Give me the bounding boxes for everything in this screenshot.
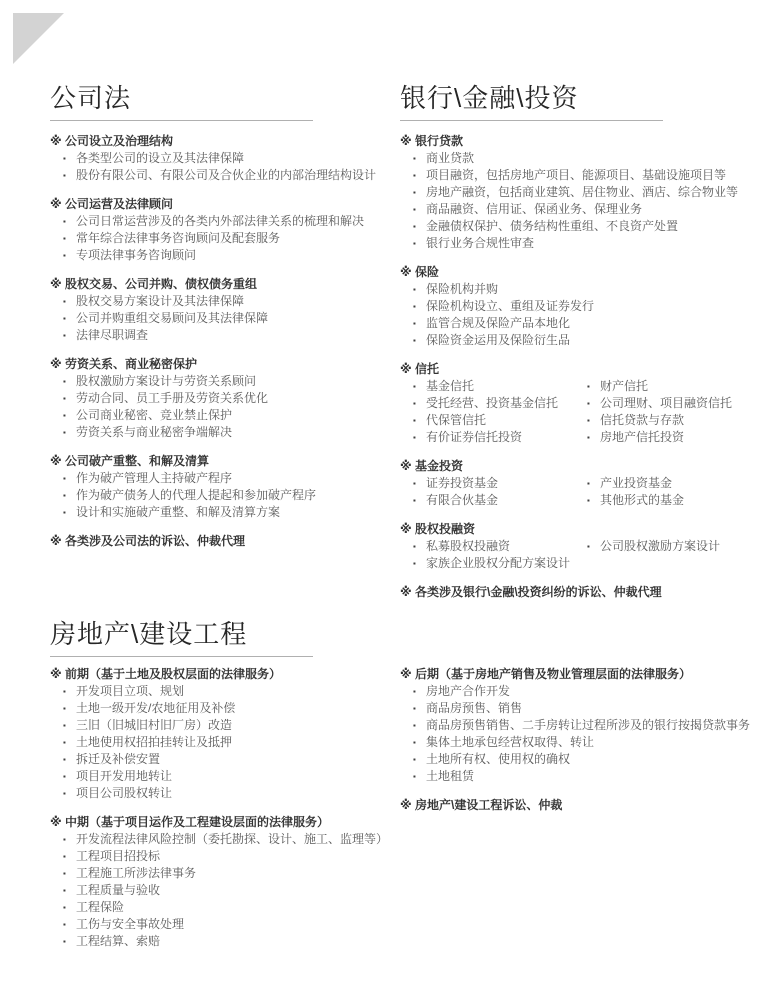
service-item-label: 保险机构并购 — [426, 282, 499, 296]
group-heading — [50, 276, 392, 293]
service-item — [63, 751, 402, 768]
service-item — [63, 373, 392, 390]
practice-group — [50, 276, 392, 344]
service-item — [63, 407, 392, 424]
group-heading-label: 公司设立及治理结构 — [65, 134, 174, 148]
practice-group — [400, 584, 740, 601]
practice-group — [400, 521, 740, 572]
group-heading-label: 各类涉及公司法的诉讼、仲裁代理 — [65, 534, 246, 548]
group-heading — [50, 533, 392, 550]
group-heading — [50, 133, 392, 150]
service-item-label: 私募股权投融资 — [426, 539, 511, 553]
service-item-label: 工程结算、索赔 — [76, 934, 161, 948]
reference-mark-icon: ※ — [50, 357, 62, 371]
service-item-label: 常年综合法律事务咨询顾问及配套服务 — [76, 231, 281, 245]
square-bullet-icon: ▪ — [587, 382, 590, 391]
square-bullet-icon: ▪ — [63, 920, 66, 929]
square-bullet-icon: ▪ — [413, 205, 416, 214]
square-bullet-icon: ▪ — [63, 314, 66, 323]
service-item-label: 保险资金运用及保险衍生品 — [426, 333, 571, 347]
practice-group — [400, 797, 750, 814]
service-item-list — [400, 475, 574, 509]
service-item-label: 土地所有权、使用权的确权 — [426, 752, 571, 766]
service-item — [413, 184, 740, 201]
square-bullet-icon: ▪ — [413, 416, 416, 425]
two-column-items — [400, 475, 740, 509]
group-heading — [400, 264, 740, 281]
service-item — [63, 213, 392, 230]
practice-group — [400, 458, 740, 509]
service-item — [587, 395, 740, 412]
service-item-label: 拆迁及补偿安置 — [76, 752, 161, 766]
service-item-label: 各类型公司的设立及其法律保障 — [76, 151, 245, 165]
service-item-label: 作为破产管理人主持破产程序 — [76, 471, 233, 485]
reference-mark-icon: ※ — [400, 265, 412, 279]
square-bullet-icon: ▪ — [413, 704, 416, 713]
square-bullet-icon: ▪ — [63, 852, 66, 861]
reference-mark-icon: ※ — [400, 134, 412, 148]
service-item — [413, 717, 750, 734]
service-item-label: 代保管信托 — [426, 413, 487, 427]
square-bullet-icon: ▪ — [413, 302, 416, 311]
service-item-label: 商品房预售、销售 — [426, 701, 523, 715]
square-bullet-icon: ▪ — [63, 835, 66, 844]
group-heading — [50, 453, 392, 470]
square-bullet-icon: ▪ — [63, 491, 66, 500]
section-title: 银行\金融\投资 — [400, 84, 663, 121]
service-item — [413, 395, 574, 412]
practice-group — [400, 133, 740, 252]
service-item-label: 公司商业秘密、竞业禁止保护 — [76, 408, 233, 422]
practice-group — [400, 264, 740, 349]
service-item-label: 作为破产债务人的代理人提起和参加破产程序 — [76, 488, 317, 502]
service-item-list — [574, 538, 740, 572]
two-column-items — [400, 378, 740, 446]
square-bullet-icon: ▪ — [413, 559, 416, 568]
service-item — [413, 555, 574, 572]
square-bullet-icon: ▪ — [63, 755, 66, 764]
service-item — [413, 167, 740, 184]
square-bullet-icon: ▪ — [63, 234, 66, 243]
service-item-label: 商品融资、信用证、保函业务、保理业务 — [426, 202, 643, 216]
reference-mark-icon: ※ — [400, 585, 412, 599]
service-item — [413, 315, 740, 332]
service-item — [63, 230, 392, 247]
service-item-label: 股权交易方案设计及其法律保障 — [76, 294, 245, 308]
service-item-label: 设计和实施破产重整、和解及清算方案 — [76, 505, 281, 519]
service-item-list — [50, 470, 392, 521]
square-bullet-icon: ▪ — [413, 542, 416, 551]
group-heading — [50, 196, 392, 213]
service-item — [63, 167, 392, 184]
service-item — [413, 734, 750, 751]
service-item — [63, 683, 402, 700]
square-bullet-icon: ▪ — [63, 251, 66, 260]
square-bullet-icon: ▪ — [413, 319, 416, 328]
two-column-items — [400, 538, 740, 572]
service-item — [63, 504, 392, 521]
square-bullet-icon: ▪ — [63, 937, 66, 946]
service-item — [413, 150, 740, 167]
service-item — [413, 475, 574, 492]
service-item-list — [50, 293, 392, 344]
square-bullet-icon: ▪ — [587, 479, 590, 488]
square-bullet-icon: ▪ — [63, 474, 66, 483]
square-bullet-icon: ▪ — [587, 416, 590, 425]
service-item — [587, 492, 740, 509]
reference-mark-icon: ※ — [400, 667, 412, 681]
group-heading-label: 中期（基于项目运作及工程建设层面的法律服务） — [65, 815, 330, 829]
square-bullet-icon: ▪ — [63, 411, 66, 420]
service-item-label: 受托经营、投资基金信托 — [426, 396, 559, 410]
service-item-list — [50, 831, 402, 950]
square-bullet-icon: ▪ — [63, 772, 66, 781]
service-item-label: 法律尽职调查 — [76, 328, 149, 342]
service-item-label: 房地产合作开发 — [426, 684, 511, 698]
reference-mark-icon: ※ — [50, 534, 62, 548]
square-bullet-icon: ▪ — [413, 687, 416, 696]
square-bullet-icon: ▪ — [63, 217, 66, 226]
square-bullet-icon: ▪ — [63, 394, 66, 403]
section-real-estate-right-column — [400, 666, 750, 814]
group-heading-label: 公司破产重整、和解及清算 — [65, 454, 210, 468]
service-item — [63, 848, 402, 865]
service-item-label: 银行业务合规性审查 — [426, 236, 535, 250]
section-real-estate-construction-title — [50, 620, 390, 669]
service-item-label: 金融债权保护、债务结构性重组、不良资产处置 — [426, 219, 679, 233]
section-title: 房地产\建设工程 — [50, 620, 313, 657]
square-bullet-icon: ▪ — [63, 704, 66, 713]
group-heading — [400, 133, 740, 150]
service-item-list — [400, 150, 740, 252]
service-item-label: 项目公司股权转让 — [76, 786, 173, 800]
service-item — [413, 768, 750, 785]
group-heading — [400, 584, 740, 601]
service-item-label: 开发项目立项、规划 — [76, 684, 185, 698]
service-item-label: 工程保险 — [76, 900, 125, 914]
square-bullet-icon: ▪ — [413, 399, 416, 408]
service-item-label: 项目融资，包括房地产项目、能源项目、基础设施项目等 — [426, 168, 727, 182]
service-item-list — [574, 475, 740, 509]
service-item — [63, 470, 392, 487]
service-item-label: 专项法律事务咨询顾问 — [76, 248, 197, 262]
square-bullet-icon: ▪ — [587, 399, 590, 408]
service-item — [63, 390, 392, 407]
service-item-label: 公司股权激励方案设计 — [600, 539, 721, 553]
service-item — [63, 899, 402, 916]
group-heading-label: 房地产\建设工程诉讼、仲裁 — [415, 798, 563, 812]
service-item — [413, 492, 574, 509]
group-heading — [50, 814, 402, 831]
square-bullet-icon: ▪ — [63, 738, 66, 747]
service-item-label: 财产信托 — [600, 379, 649, 393]
section-real-estate-left-column — [50, 666, 402, 950]
reference-mark-icon: ※ — [50, 197, 62, 211]
reference-mark-icon: ※ — [50, 134, 62, 148]
square-bullet-icon: ▪ — [63, 508, 66, 517]
service-item-list — [50, 373, 392, 441]
group-heading — [400, 666, 750, 683]
service-item — [63, 293, 392, 310]
service-item — [587, 429, 740, 446]
square-bullet-icon: ▪ — [413, 721, 416, 730]
square-bullet-icon: ▪ — [63, 789, 66, 798]
reference-mark-icon: ※ — [50, 667, 62, 681]
reference-mark-icon: ※ — [400, 522, 412, 536]
group-heading-label: 股权投融资 — [415, 522, 476, 536]
practice-group — [50, 453, 392, 521]
group-heading-label: 公司运营及法律顾问 — [65, 197, 174, 211]
square-bullet-icon: ▪ — [587, 496, 590, 505]
group-heading — [400, 361, 740, 378]
reference-mark-icon: ※ — [400, 798, 412, 812]
square-bullet-icon: ▪ — [63, 171, 66, 180]
service-item — [63, 424, 392, 441]
service-item-label: 土地使用权招拍挂转让及抵押 — [76, 735, 233, 749]
service-item — [413, 683, 750, 700]
service-item — [63, 487, 392, 504]
service-item-label: 基金信托 — [426, 379, 475, 393]
square-bullet-icon: ▪ — [63, 154, 66, 163]
reference-mark-icon: ※ — [50, 815, 62, 829]
service-item — [587, 412, 740, 429]
practice-group — [50, 814, 402, 950]
service-item — [63, 916, 402, 933]
square-bullet-icon: ▪ — [413, 772, 416, 781]
group-heading — [400, 458, 740, 475]
group-heading-label: 信托 — [415, 362, 440, 376]
section-banking-finance-investment — [400, 84, 740, 601]
square-bullet-icon: ▪ — [413, 285, 416, 294]
service-item-label: 公司并购重组交易顾问及其法律保障 — [76, 311, 269, 325]
practice-group — [50, 533, 392, 550]
service-item — [413, 298, 740, 315]
service-item — [413, 218, 740, 235]
group-heading — [50, 666, 402, 683]
square-bullet-icon: ▪ — [413, 222, 416, 231]
service-item-label: 工程质量与验收 — [76, 883, 161, 897]
practice-group — [50, 133, 392, 184]
service-item — [413, 429, 574, 446]
square-bullet-icon: ▪ — [587, 542, 590, 551]
group-heading-label: 后期（基于房地产销售及物业管理层面的法律服务） — [415, 667, 692, 681]
service-item-label: 公司日常运营涉及的各类内外部法律关系的梳理和解决 — [76, 214, 365, 228]
service-item — [63, 768, 402, 785]
service-item-label: 房地产信托投资 — [600, 430, 685, 444]
service-item-label: 劳动合同、员工手册及劳资关系优化 — [76, 391, 269, 405]
service-item — [587, 475, 740, 492]
section-company-law — [50, 84, 392, 550]
square-bullet-icon: ▪ — [413, 188, 416, 197]
service-item — [63, 831, 402, 848]
service-item-label: 集体土地承包经营权取得、转让 — [426, 735, 595, 749]
service-item — [413, 538, 574, 555]
group-heading — [400, 521, 740, 538]
service-item — [413, 332, 740, 349]
group-heading — [400, 797, 750, 814]
group-heading-label: 劳资关系、商业秘密保护 — [65, 357, 198, 371]
service-item — [63, 734, 402, 751]
group-heading-label: 各类涉及银行\金融\投资纠纷的诉讼、仲裁代理 — [415, 585, 662, 599]
practice-group — [50, 666, 402, 802]
square-bullet-icon: ▪ — [63, 903, 66, 912]
service-item-label: 房地产融资，包括商业建筑、居住物业、酒店、综合物业等 — [426, 185, 739, 199]
service-item — [63, 785, 402, 802]
service-item-label: 有限合伙基金 — [426, 493, 499, 507]
square-bullet-icon: ▪ — [413, 755, 416, 764]
service-item — [413, 235, 740, 252]
service-item-list — [50, 683, 402, 802]
service-item — [63, 882, 402, 899]
service-item-list — [400, 281, 740, 349]
service-item-label: 家族企业股权分配方案设计 — [426, 556, 571, 570]
reference-mark-icon: ※ — [400, 362, 412, 376]
service-item — [63, 247, 392, 264]
square-bullet-icon: ▪ — [413, 433, 416, 442]
service-item-label: 公司理财、项目融资信托 — [600, 396, 733, 410]
service-item — [63, 327, 392, 344]
service-item-label: 商品房预售销售、二手房转让过程所涉及的银行按揭贷款事务 — [426, 718, 751, 732]
service-item-label: 劳资关系与商业秘密争端解决 — [76, 425, 233, 439]
service-item — [413, 201, 740, 218]
group-heading-label: 基金投资 — [415, 459, 464, 473]
group-heading-label: 股权交易、公司并购、债权债务重组 — [65, 277, 258, 291]
square-bullet-icon: ▪ — [413, 738, 416, 747]
service-item — [587, 538, 740, 555]
square-bullet-icon: ▪ — [413, 382, 416, 391]
square-bullet-icon: ▪ — [413, 336, 416, 345]
square-bullet-icon: ▪ — [63, 377, 66, 386]
square-bullet-icon: ▪ — [63, 721, 66, 730]
square-bullet-icon: ▪ — [413, 171, 416, 180]
square-bullet-icon: ▪ — [413, 479, 416, 488]
service-item — [63, 310, 392, 327]
service-item-label: 土地一级开发/农地征用及补偿 — [76, 701, 236, 715]
service-item-list — [400, 683, 750, 785]
service-item-label: 工程施工所涉法律事务 — [76, 866, 197, 880]
service-item — [63, 150, 392, 167]
service-item-label: 土地租赁 — [426, 769, 475, 783]
corner-triangle-decoration — [13, 13, 64, 64]
square-bullet-icon: ▪ — [63, 297, 66, 306]
practice-group — [50, 196, 392, 264]
service-item-label: 监管合规及保险产品本地化 — [426, 316, 571, 330]
service-item — [587, 378, 740, 395]
practice-group — [400, 666, 750, 785]
square-bullet-icon: ▪ — [587, 433, 590, 442]
service-item — [63, 865, 402, 882]
service-item-label: 商业贷款 — [426, 151, 475, 165]
service-item — [413, 281, 740, 298]
square-bullet-icon: ▪ — [63, 886, 66, 895]
service-item-list — [400, 538, 574, 572]
square-bullet-icon: ▪ — [63, 331, 66, 340]
service-item-label: 其他形式的基金 — [600, 493, 685, 507]
service-item — [413, 700, 750, 717]
group-heading-label: 保险 — [415, 265, 440, 279]
group-heading — [50, 356, 392, 373]
square-bullet-icon: ▪ — [413, 496, 416, 505]
service-item-label: 股权激励方案设计与劳资关系顾问 — [76, 374, 257, 388]
service-item-list — [574, 378, 740, 446]
reference-mark-icon: ※ — [400, 459, 412, 473]
service-item-label: 工伤与安全事故处理 — [76, 917, 185, 931]
service-item-label: 产业投资基金 — [600, 476, 673, 490]
service-item — [63, 700, 402, 717]
service-item-list — [50, 150, 392, 184]
service-item-label: 信托贷款与存款 — [600, 413, 685, 427]
service-item — [413, 378, 574, 395]
service-item-label: 三旧（旧城旧村旧厂房）改造 — [76, 718, 233, 732]
practice-group — [50, 356, 392, 441]
service-item — [413, 412, 574, 429]
section-title: 公司法 — [50, 84, 313, 121]
service-item — [413, 751, 750, 768]
service-item-label: 工程项目招投标 — [76, 849, 161, 863]
square-bullet-icon: ▪ — [63, 428, 66, 437]
service-item-label: 证券投资基金 — [426, 476, 499, 490]
service-item — [63, 933, 402, 950]
service-item-label: 开发流程法律风险控制（委托勘探、设计、施工、监理等） — [76, 832, 389, 846]
service-item-list — [400, 378, 574, 446]
square-bullet-icon: ▪ — [413, 154, 416, 163]
service-item-label: 股份有限公司、有限公司及合伙企业的内部治理结构设计 — [76, 168, 377, 182]
group-heading-label: 银行贷款 — [415, 134, 464, 148]
service-item-label: 保险机构设立、重组及证券发行 — [426, 299, 595, 313]
service-item-label: 有价证券信托投资 — [426, 430, 523, 444]
reference-mark-icon: ※ — [50, 454, 62, 468]
reference-mark-icon: ※ — [50, 277, 62, 291]
square-bullet-icon: ▪ — [63, 869, 66, 878]
service-item-list — [50, 213, 392, 264]
square-bullet-icon: ▪ — [413, 239, 416, 248]
square-bullet-icon: ▪ — [63, 687, 66, 696]
group-heading-label: 前期（基于土地及股权层面的法律服务） — [65, 667, 282, 681]
practice-group — [400, 361, 740, 446]
service-item — [63, 717, 402, 734]
service-item-label: 项目开发用地转让 — [76, 769, 173, 783]
